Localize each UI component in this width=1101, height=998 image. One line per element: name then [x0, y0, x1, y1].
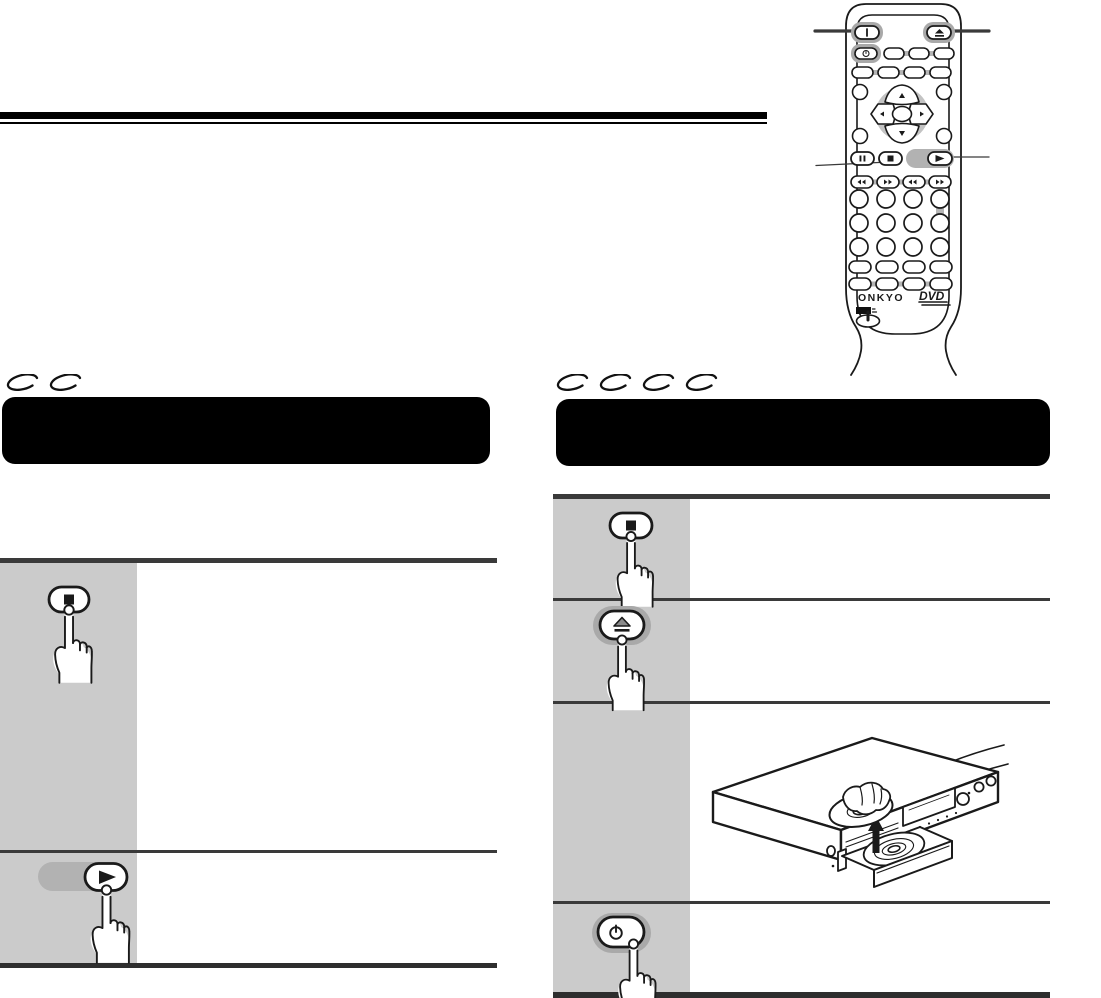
disc-mark-icon: [596, 374, 634, 396]
remote-control-illustration: [810, 0, 1002, 378]
left-section-header-bar: [2, 397, 490, 464]
disc-mark-icon: [46, 374, 84, 396]
left-steps-divider: [0, 850, 497, 853]
dvd-logo-text: DVD: [919, 289, 945, 303]
left-step-stop-button-illustration: [30, 578, 145, 703]
pressing-hand-icon: [616, 532, 653, 607]
remote-eject-button: [923, 22, 955, 43]
disc-mark-icon: [639, 374, 677, 396]
pressing-hand-icon: [91, 885, 130, 963]
left-disc-type-marks: [3, 374, 84, 396]
remote-power-button: [851, 22, 883, 43]
stop-icon: [626, 521, 636, 531]
right-step-eject-button-illustration: [585, 602, 705, 724]
dvd-player-insert-disc-illustration: [688, 722, 1020, 900]
left-step-play-button-illustration: [30, 855, 155, 967]
right-section-header-bar: [556, 399, 1050, 466]
disc-mark-icon: [553, 374, 591, 396]
right-disc-type-marks: [553, 374, 720, 396]
disc-mark-icon: [3, 374, 41, 396]
right-step-power-button-illustration: [585, 908, 710, 998]
page-title-rule-thin: [0, 122, 767, 124]
page-title-rule-thick: [0, 112, 767, 119]
stop-icon: [64, 595, 74, 605]
right-steps-divider: [553, 901, 1050, 904]
remote-brand-text: ONKYO: [858, 292, 905, 304]
pressing-hand-icon: [607, 635, 644, 710]
pressing-hand-icon: [53, 605, 92, 683]
remote-pause-button: [851, 152, 874, 165]
disc-mark-icon: [682, 374, 720, 396]
